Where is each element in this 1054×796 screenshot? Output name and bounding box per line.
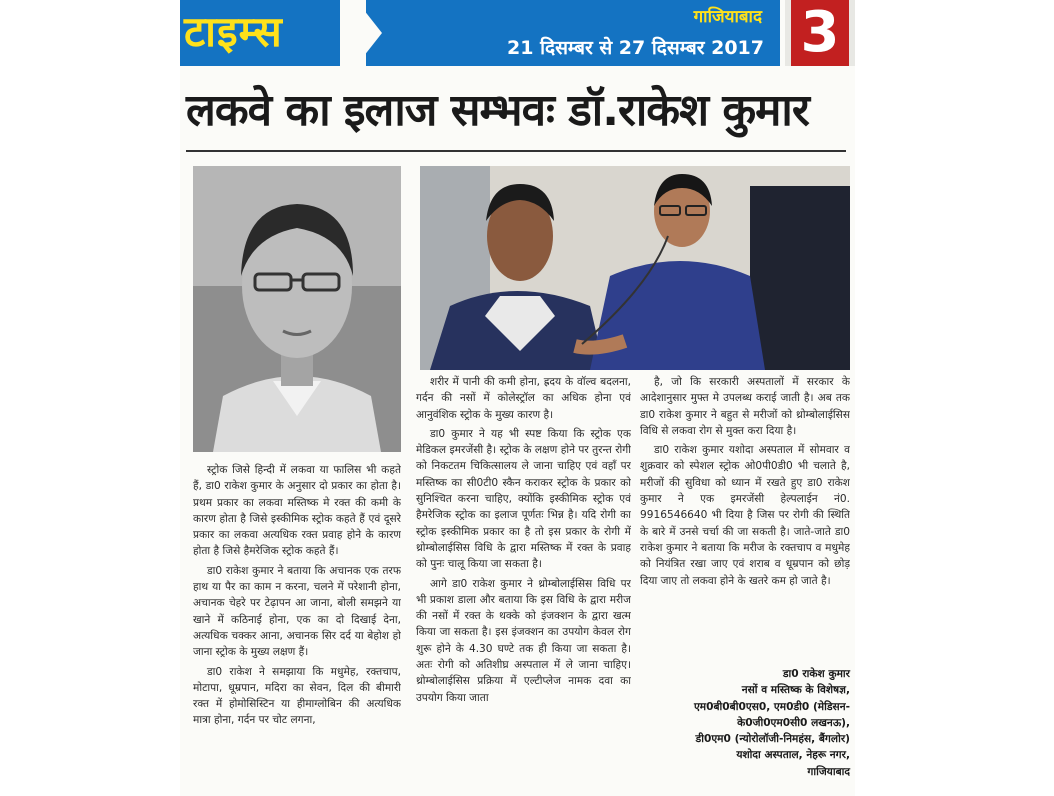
article-paragraph: डा0 राकेश कुमार यशोदा अस्पताल में सोमवार व शुक्रवार को स्पेशल स्ट्रोक ओ0पी0डी0 भी चलाते है, मरीजों की सुविधा को ध्यान में रखते हुए डा0 राकेश कुमार ने एक इमरजेंसी हेल्पलाईन नं0. 9916546640 भी दिया है जिस पर रोगी की स्थिति के बारे में उनसे चर्चा की जा सकती है। जाते-जाते डा0 राकेश कुमार ने बताया कि मरीज के रक्तचाप व मधुमेह को नियंत्रित रखा जाए एवं शराब व धूम्रपान को छोड़ दिया जाए तो लकवा होने के खतरे कम हो जाते है। (640, 444, 850, 587)
author-byline (640, 666, 850, 780)
article-paragraph: आगे डा0 राकेश कुमार ने थ्रोम्बोलाईसिस विधि पर भी प्रकाश डाला और बताया कि इस विधि के द्वारा मरीज की नसों में रक्त के थक्के को इंजक्शन के द्वारा खत्म किया जा सकता है। इस इंजक्शन का उपयोग केवल रोग शुरू होने के 4.30 घण्टे तक ही किया जा सकता है। अतः रोगी को अतिशीघ्र अस्पताल में ले जाना चाहिए। थ्रोम्बोलाईसिस प्रक्रिया में एल्टीप्लेज नामक दवा का उपयोग किया जाता (416, 577, 631, 704)
edition-city: गाजियाबाद (693, 7, 762, 27)
byline-line: डी0एम0 (न्योरोलॉजी-निमहंस, बैंगलोर) (695, 733, 850, 746)
article-paragraph: है, जो कि सरकारी अस्पतालों में सरकार के आदेशानुसार मुफ्त मे उपलब्ध कराई जाती है। अब तक डा0 राकेश कुमार ने बहुत से मरीजों को थ्रोम्बोलाईसिस विधि से लकवा रोग से मुक्त करा दिया है। (640, 376, 850, 437)
article-paragraph: शरीर में पानी की कमी होना, ह्रदय के वॉल्व बदलना, गर्दन की नसों में कोलेस्ट्रॉल का अधिक होना एवं आनुवंशिक स्ट्रोक के मुख्य कारण है। (416, 376, 631, 421)
headline-divider (186, 150, 846, 152)
byline-name: डा0 राकेश कुमार (782, 668, 850, 680)
article-paragraph: डा0 राकेश कुमार ने बताया कि अचानक एक तरफ हाथ या पैर का काम न करना, चलने में परेशानी होना, अचानक चेहरे पर टेढ़ापन आ जाना, बोली समझने या खाने में कठिनाई होना, एक का दो दिखाई देना, अत्यधिक चक्कर आना, अचानक सिर दर्द या बेहोश हो जाना स्ट्रोक के मुख्य लक्षण हैं। (193, 564, 401, 659)
article-paragraph: डा0 राकेश ने समझाया कि मधुमेह, रक्तचाप, मोटापा, धूम्रपान, मदिरा का सेवन, दिल की बीमारी रक्त में होमोसिस्टिन या हीमाग्लोबिन की अत्यधिक मात्रा होना, गर्दन पर चोट लगना, (193, 665, 401, 727)
byline-line: गाजियाबाद (807, 765, 850, 778)
page-number-box (785, 0, 855, 66)
masthead-brand (180, 0, 340, 66)
doctor-examining-patient-photo (420, 166, 850, 370)
article-paragraph: डा0 कुमार ने यह भी स्पष्ट किया कि स्ट्रोक एक मेडिकल इमरजेंसी है। स्ट्रोक के लक्षण होने पर तुरन्त रोगी को निकटतम चिकित्सालय ले जाना चाहिए एवं वहाँ पर मस्तिष्क का सी0टी0 स्कैन कराकर स्ट्रोक के प्रकार को सुनिश्चित करना चाहिए, क्योंकि इस्कीमिक स्ट्रोक एवं हैमरेजिक स्ट्रोक का इलाज पूर्णतः भिन्न है। यदि रोगी का स्ट्रोक इस्कीमिक प्रकार का है तो इस प्रकार के रोगी में थ्रोम्बोलाईसिस विधि के द्वारा मस्तिष्क में रक्त के प्रवाह को पुनः चालू किया जा सकता है। (416, 427, 631, 571)
doctor-portrait-photo (193, 166, 401, 452)
byline-line: यशोदा अस्पताल, नेहरू नगर, (736, 749, 850, 762)
article-column-1 (193, 462, 401, 792)
article-column-3 (640, 374, 850, 664)
article-column-2 (416, 374, 631, 792)
byline-line: नसों व मस्तिष्क के विशेषज्ञ, (741, 684, 850, 697)
page-number: 3 (791, 0, 849, 66)
edition-dates: 21 दिसम्बर से 27 दिसम्बर 2017 (507, 37, 764, 59)
newspaper-header (180, 0, 855, 66)
byline-line: एम0बी0बी0एस0, एम0डी0 (मेडिसन- (693, 700, 850, 713)
masthead-brand-text: टाइम्स (184, 7, 283, 56)
article-headline: लकवे का इलाज सम्भवः डॉ.राकेश कुमार (186, 85, 809, 136)
byline-line: के0जी0एम0सी0 लखनऊ), (737, 716, 850, 729)
edition-band (366, 0, 780, 66)
article-paragraph: स्ट्रोक जिसे हिन्दी में लकवा या फालिस भी कहते हैं, डा0 राकेश कुमार के अनुसार दो प्रकार का होता है। प्रथम प्रकार का लकवा मस्तिष्क मे रक्त की कमी के कारण होता है जिसे इस्कीमिक स्ट्रोक कहते हैं एवं दूसरे प्रकार का लकवा अत्यधिक रक्त प्रवाह होने के कारण होता है जिसे हैमरेजिक स्ट्रोक कहते हैं। (193, 464, 401, 558)
